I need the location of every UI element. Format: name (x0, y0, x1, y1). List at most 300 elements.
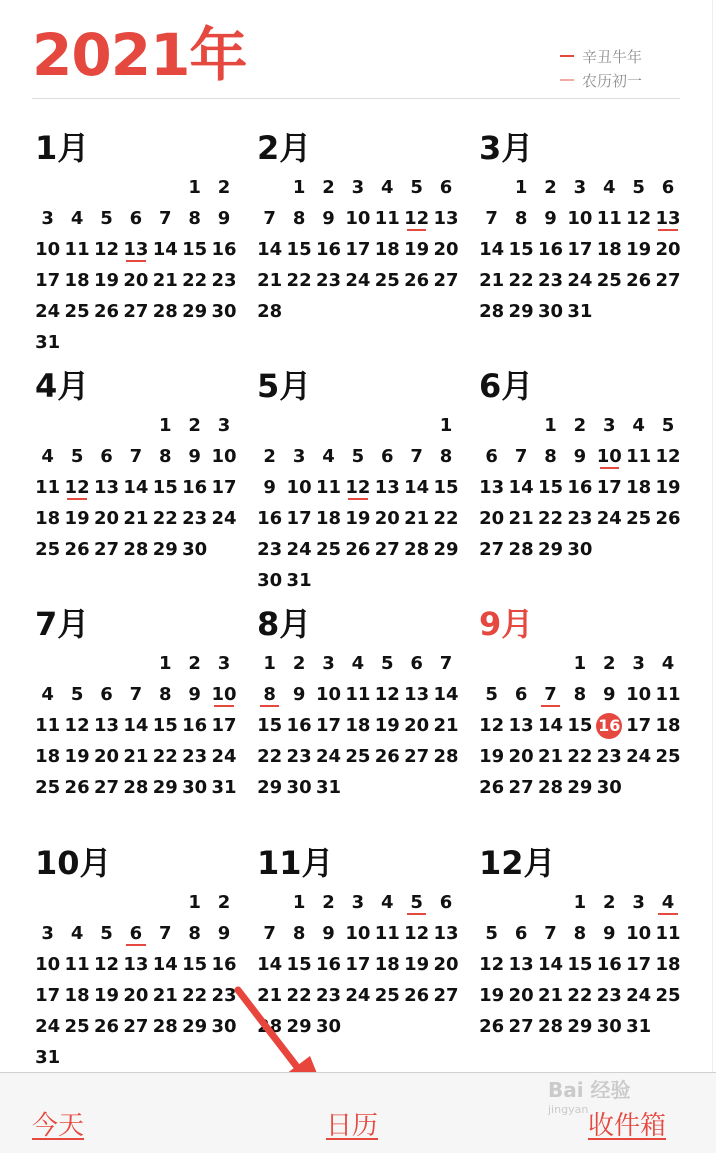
day-cell[interactable]: 21 (123, 746, 149, 767)
day-cell[interactable]: 3 (573, 177, 587, 198)
day-cell[interactable]: 12 (93, 239, 119, 260)
day-cell[interactable]: 21 (508, 508, 534, 529)
day-cell[interactable]: 10 (211, 446, 237, 467)
day-cell[interactable]: 9 (322, 208, 335, 229)
month-title[interactable]: 2月 (257, 129, 312, 167)
day-cell[interactable]: 12 (374, 684, 400, 705)
day-cell[interactable]: 20 (123, 985, 149, 1006)
day-cell[interactable]: 16 (257, 508, 283, 529)
day-cell[interactable]: 16 (315, 239, 341, 260)
day-cell[interactable]: 23 (182, 746, 208, 767)
day-cell[interactable]: 25 (64, 1016, 90, 1037)
day-cell[interactable]: 1 (544, 415, 557, 436)
day-cell[interactable]: 23 (211, 985, 237, 1006)
day-cell[interactable]: 21 (537, 985, 563, 1006)
day-cell[interactable]: 15 (286, 239, 312, 260)
day-cell[interactable]: 29 (257, 777, 283, 798)
day-cell[interactable]: 29 (152, 539, 178, 560)
day-cell[interactable]: 29 (567, 777, 593, 798)
day-cell[interactable]: 28 (152, 301, 178, 322)
day-cell[interactable]: 10 (345, 208, 371, 229)
day-cell[interactable]: 2 (602, 653, 616, 674)
day-cell[interactable]: 13 (653, 203, 682, 234)
day-cell[interactable]: 2 (544, 177, 557, 198)
day-cell[interactable]: 15 (433, 477, 459, 498)
day-cell[interactable]: 22 (508, 270, 534, 291)
day-cell[interactable]: 15 (152, 477, 178, 498)
day-cell[interactable]: 31 (35, 1047, 61, 1068)
day-cell[interactable]: 27 (508, 1016, 534, 1037)
day-cell[interactable]: 18 (374, 239, 400, 260)
day-cell[interactable]: 4 (41, 684, 54, 705)
day-cell[interactable]: 23 (286, 746, 312, 767)
day-cell[interactable]: 18 (35, 508, 61, 529)
day-cell[interactable]: 30 (211, 1016, 237, 1037)
day-cell[interactable]: 14 (152, 239, 178, 260)
day-cell[interactable]: 10 (35, 239, 61, 260)
month-1[interactable] (33, 128, 241, 358)
day-cell[interactable]: 7 (485, 208, 498, 229)
day-cell[interactable]: 23 (596, 746, 622, 767)
day-cell[interactable]: 25 (374, 270, 400, 291)
day-cell[interactable]: 22 (537, 508, 563, 529)
day-cell[interactable]: 20 (508, 746, 534, 767)
day-cell[interactable]: 8 (158, 446, 172, 467)
day-cell[interactable]: 10 (345, 923, 371, 944)
month-2[interactable] (255, 128, 463, 327)
day-cell[interactable]: 2 (602, 892, 616, 913)
day-cell[interactable]: 21 (152, 985, 178, 1006)
day-cell[interactable]: 2 (217, 892, 231, 913)
day-cell[interactable]: 20 (404, 715, 430, 736)
day-cell[interactable]: 26 (93, 301, 119, 322)
day-cell[interactable]: 1 (573, 892, 587, 913)
day-cell[interactable]: 6 (514, 684, 528, 705)
day-cell[interactable]: 17 (567, 239, 593, 260)
today-date[interactable] (595, 710, 624, 741)
day-cell[interactable]: 20 (655, 239, 681, 260)
day-cell[interactable]: 25 (345, 746, 371, 767)
day-cell[interactable]: 14 (433, 684, 459, 705)
day-cell[interactable]: 3 (351, 177, 365, 198)
day-cell[interactable]: 14 (537, 715, 563, 736)
day-cell[interactable]: 10 (567, 208, 593, 229)
day-cell[interactable]: 6 (100, 684, 113, 705)
day-cell[interactable]: 14 (479, 239, 505, 260)
day-cell[interactable]: 25 (596, 270, 622, 291)
day-cell[interactable]: 3 (322, 653, 335, 674)
day-cell[interactable]: 29 (286, 1016, 312, 1037)
day-cell[interactable]: 6 (439, 892, 453, 913)
day-cell[interactable]: 23 (211, 270, 237, 291)
day-cell[interactable]: 12 (64, 715, 90, 736)
day-cell[interactable]: 4 (41, 446, 54, 467)
day-cell[interactable]: 3 (602, 415, 616, 436)
day-cell[interactable]: 19 (374, 715, 400, 736)
day-cell[interactable]: 18 (64, 985, 90, 1006)
day-cell[interactable]: 1 (292, 892, 306, 913)
day-cell[interactable]: 22 (286, 985, 312, 1006)
day-cell[interactable]: 3 (217, 653, 231, 674)
day-cell[interactable]: 7 (544, 923, 557, 944)
day-cell[interactable]: 9 (322, 923, 335, 944)
day-cell[interactable]: 6 (380, 446, 394, 467)
day-cell[interactable]: 11 (64, 239, 90, 260)
day-cell[interactable]: 16 (211, 239, 237, 260)
day-cell[interactable]: 15 (152, 715, 178, 736)
day-cell[interactable]: 22 (182, 270, 208, 291)
day-cell[interactable]: 24 (211, 746, 237, 767)
day-cell[interactable]: 20 (93, 508, 119, 529)
day-cell[interactable]: 3 (217, 415, 231, 436)
day-cell[interactable]: 21 (479, 270, 505, 291)
day-cell[interactable]: 7 (129, 446, 143, 467)
tab-today[interactable]: 今天 (32, 1111, 85, 1141)
day-cell[interactable]: 18 (64, 270, 90, 291)
day-cell[interactable]: 15 (182, 954, 208, 975)
day-cell[interactable]: 11 (655, 684, 681, 705)
day-cell[interactable]: 23 (315, 985, 341, 1006)
day-cell[interactable]: 9 (263, 477, 276, 498)
day-cell[interactable]: 23 (596, 985, 622, 1006)
day-cell[interactable]: 7 (158, 923, 172, 944)
day-cell[interactable]: 28 (123, 539, 149, 560)
day-cell[interactable]: 13 (374, 477, 400, 498)
day-cell[interactable]: 27 (433, 985, 459, 1006)
day-cell[interactable]: 27 (374, 539, 400, 560)
month-title[interactable]: 3月 (479, 129, 534, 167)
day-cell[interactable]: 11 (345, 684, 371, 705)
day-cell[interactable]: 26 (404, 270, 430, 291)
day-cell[interactable]: 11 (626, 446, 652, 467)
day-cell[interactable]: 3 (632, 653, 645, 674)
day-cell[interactable]: 6 (410, 653, 423, 674)
day-cell[interactable]: 19 (655, 477, 681, 498)
day-cell[interactable]: 1 (292, 177, 306, 198)
day-cell[interactable]: 20 (479, 508, 505, 529)
month-4[interactable] (33, 366, 241, 565)
day-cell[interactable]: 23 (257, 539, 283, 560)
day-cell[interactable]: 25 (374, 985, 400, 1006)
day-cell[interactable]: 6 (129, 208, 143, 229)
day-cell[interactable]: 19 (404, 954, 430, 975)
day-cell[interactable]: 26 (93, 1016, 119, 1037)
day-cell[interactable]: 13 (404, 684, 430, 705)
day-cell[interactable]: 30 (182, 777, 208, 798)
day-cell[interactable]: 5 (485, 923, 498, 944)
day-cell[interactable]: 8 (573, 684, 587, 705)
day-cell[interactable]: 7 (129, 684, 143, 705)
day-cell[interactable]: 13 (508, 715, 534, 736)
day-cell[interactable]: 6 (439, 177, 453, 198)
day-cell[interactable]: 3 (41, 923, 54, 944)
day-cell[interactable]: 31 (315, 777, 341, 798)
day-cell[interactable]: 9 (217, 208, 231, 229)
day-cell[interactable]: 17 (596, 477, 622, 498)
day-cell[interactable]: 17 (626, 954, 652, 975)
day-cell[interactable]: 22 (257, 746, 283, 767)
day-cell[interactable]: 2 (188, 415, 201, 436)
day-cell[interactable]: 5 (100, 923, 113, 944)
day-cell[interactable]: 1 (439, 415, 453, 436)
day-cell[interactable]: 18 (655, 954, 681, 975)
day-cell[interactable]: 2 (217, 177, 231, 198)
day-cell[interactable]: 24 (315, 746, 341, 767)
day-cell[interactable]: 24 (345, 270, 371, 291)
day-cell[interactable]: 30 (596, 1016, 622, 1037)
day-cell[interactable]: 28 (257, 301, 283, 322)
day-cell[interactable]: 5 (402, 887, 431, 918)
day-cell[interactable]: 31 (626, 1016, 652, 1037)
day-cell[interactable]: 11 (596, 208, 622, 229)
day-cell[interactable]: 21 (257, 270, 283, 291)
day-cell[interactable]: 28 (537, 1016, 563, 1037)
day-cell[interactable]: 29 (567, 1016, 593, 1037)
day-cell[interactable]: 24 (596, 508, 622, 529)
day-cell[interactable]: 5 (632, 177, 645, 198)
day-cell[interactable]: 8 (544, 446, 557, 467)
day-cell[interactable]: 17 (35, 985, 61, 1006)
day-cell[interactable]: 28 (123, 777, 149, 798)
day-cell[interactable]: 16 (182, 715, 208, 736)
day-cell[interactable]: 15 (182, 239, 208, 260)
month-title[interactable]: 1月 (35, 129, 90, 167)
day-cell[interactable]: 7 (263, 208, 276, 229)
day-cell[interactable]: 24 (286, 539, 312, 560)
day-cell[interactable]: 12 (479, 954, 505, 975)
day-cell[interactable]: 22 (567, 985, 593, 1006)
day-cell[interactable]: 26 (404, 985, 430, 1006)
day-cell[interactable]: 12 (93, 954, 119, 975)
day-cell[interactable]: 1 (158, 415, 172, 436)
day-cell[interactable]: 9 (602, 923, 616, 944)
day-cell[interactable]: 12 (626, 208, 652, 229)
month-10[interactable] (33, 843, 241, 1073)
day-cell[interactable]: 17 (211, 477, 237, 498)
day-cell[interactable]: 26 (374, 746, 400, 767)
day-cell[interactable]: 5 (485, 684, 498, 705)
day-cell[interactable]: 30 (567, 539, 593, 560)
day-cell[interactable]: 24 (626, 985, 652, 1006)
day-cell[interactable]: 8 (573, 923, 587, 944)
day-cell[interactable]: 9 (292, 684, 306, 705)
day-cell[interactable]: 20 (93, 746, 119, 767)
day-cell[interactable]: 9 (602, 684, 616, 705)
day-cell[interactable]: 12 (655, 446, 681, 467)
day-cell[interactable]: 8 (188, 923, 201, 944)
day-cell[interactable]: 26 (64, 777, 90, 798)
day-cell[interactable]: 25 (655, 985, 681, 1006)
day-cell[interactable]: 21 (152, 270, 178, 291)
day-cell[interactable]: 9 (188, 446, 201, 467)
day-cell[interactable]: 30 (286, 777, 312, 798)
day-cell[interactable]: 16 (286, 715, 312, 736)
day-cell[interactable]: 29 (508, 301, 534, 322)
month-title[interactable]: 6月 (479, 367, 534, 405)
day-cell[interactable]: 6 (121, 918, 150, 949)
month-title[interactable]: 8月 (257, 605, 312, 643)
day-cell[interactable]: 16 (211, 954, 237, 975)
month-8[interactable] (255, 604, 463, 803)
day-cell[interactable]: 2 (573, 415, 587, 436)
day-cell[interactable]: 1 (263, 653, 276, 674)
day-cell[interactable]: 23 (537, 270, 563, 291)
day-cell[interactable]: 17 (345, 954, 371, 975)
day-cell[interactable]: 11 (35, 715, 61, 736)
day-cell[interactable]: 24 (567, 270, 593, 291)
day-cell[interactable]: 27 (655, 270, 681, 291)
day-cell[interactable]: 30 (257, 570, 283, 591)
day-cell[interactable]: 17 (345, 239, 371, 260)
day-cell[interactable]: 18 (374, 954, 400, 975)
day-cell[interactable]: 30 (315, 1016, 341, 1037)
day-cell[interactable]: 13 (121, 234, 150, 265)
day-cell[interactable]: 24 (35, 301, 61, 322)
day-cell[interactable]: 4 (661, 653, 675, 674)
day-cell[interactable]: 21 (404, 508, 430, 529)
day-cell[interactable]: 17 (286, 508, 312, 529)
day-cell[interactable]: 1 (514, 177, 528, 198)
day-cell[interactable]: 30 (596, 777, 622, 798)
month-9[interactable] (477, 604, 685, 803)
day-cell[interactable]: 4 (380, 177, 394, 198)
day-cell[interactable]: 14 (257, 954, 283, 975)
day-cell[interactable]: 27 (479, 539, 505, 560)
day-cell[interactable]: 9 (544, 208, 557, 229)
day-cell[interactable]: 11 (374, 923, 400, 944)
day-cell[interactable]: 27 (404, 746, 430, 767)
day-cell[interactable]: 18 (626, 477, 652, 498)
day-cell[interactable]: 13 (93, 715, 119, 736)
day-cell[interactable]: 5 (100, 208, 113, 229)
day-cell[interactable]: 13 (479, 477, 505, 498)
day-cell[interactable]: 6 (100, 446, 113, 467)
day-cell[interactable]: 8 (514, 208, 528, 229)
day-cell[interactable]: 14 (152, 954, 178, 975)
day-cell[interactable]: 29 (433, 539, 459, 560)
day-cell[interactable]: 29 (182, 1016, 208, 1037)
day-cell[interactable]: 4 (322, 446, 335, 467)
day-cell[interactable]: 25 (35, 777, 61, 798)
day-cell[interactable]: 24 (35, 1016, 61, 1037)
day-cell[interactable]: 7 (410, 446, 423, 467)
day-cell[interactable]: 24 (211, 508, 237, 529)
day-cell[interactable]: 16 (315, 954, 341, 975)
day-cell[interactable]: 22 (152, 508, 178, 529)
day-cell[interactable]: 8 (158, 684, 172, 705)
month-title[interactable]: 12月 (479, 844, 556, 882)
day-cell[interactable]: 26 (479, 1016, 505, 1037)
day-cell[interactable]: 5 (70, 684, 84, 705)
day-cell[interactable]: 27 (508, 777, 534, 798)
day-cell[interactable]: 15 (537, 477, 563, 498)
day-cell[interactable]: 16 (537, 239, 563, 260)
day-cell[interactable]: 11 (64, 954, 90, 975)
day-cell[interactable]: 11 (655, 923, 681, 944)
day-cell[interactable]: 28 (152, 1016, 178, 1037)
day-cell[interactable]: 12 (402, 203, 431, 234)
month-title[interactable]: 9月 (479, 605, 534, 643)
day-cell[interactable]: 28 (508, 539, 534, 560)
today-circle[interactable]: 16 (596, 713, 622, 739)
day-cell[interactable]: 13 (433, 208, 459, 229)
day-cell[interactable]: 13 (508, 954, 534, 975)
day-cell[interactable]: 11 (315, 477, 341, 498)
day-cell[interactable]: 10 (209, 679, 238, 710)
day-cell[interactable]: 4 (653, 887, 682, 918)
day-cell[interactable]: 10 (315, 684, 341, 705)
day-cell[interactable]: 14 (508, 477, 534, 498)
day-cell[interactable]: 20 (123, 270, 149, 291)
day-cell[interactable]: 15 (567, 715, 593, 736)
day-cell[interactable]: 19 (626, 239, 652, 260)
day-cell[interactable]: 14 (404, 477, 430, 498)
day-cell[interactable]: 18 (596, 239, 622, 260)
day-cell[interactable]: 9 (188, 684, 201, 705)
day-cell[interactable]: 8 (255, 679, 284, 710)
day-cell[interactable]: 17 (315, 715, 341, 736)
day-cell[interactable]: 7 (536, 679, 565, 710)
month-3[interactable] (477, 128, 685, 327)
day-cell[interactable]: 10 (626, 684, 652, 705)
day-cell[interactable]: 10 (595, 441, 624, 472)
day-cell[interactable]: 2 (322, 177, 335, 198)
day-cell[interactable]: 19 (64, 508, 90, 529)
day-cell[interactable]: 19 (93, 270, 119, 291)
day-cell[interactable]: 7 (514, 446, 528, 467)
day-cell[interactable]: 28 (404, 539, 430, 560)
month-title[interactable]: 11月 (257, 844, 334, 882)
day-cell[interactable]: 25 (35, 539, 61, 560)
day-cell[interactable]: 29 (537, 539, 563, 560)
day-cell[interactable]: 15 (286, 954, 312, 975)
day-cell[interactable]: 22 (567, 746, 593, 767)
day-cell[interactable]: 28 (537, 777, 563, 798)
day-cell[interactable]: 1 (188, 177, 201, 198)
day-cell[interactable]: 6 (661, 177, 675, 198)
day-cell[interactable]: 22 (152, 746, 178, 767)
day-cell[interactable]: 20 (433, 954, 459, 975)
day-cell[interactable]: 21 (123, 508, 149, 529)
day-cell[interactable]: 8 (292, 208, 306, 229)
day-cell[interactable]: 5 (70, 446, 84, 467)
day-cell[interactable]: 23 (567, 508, 593, 529)
day-cell[interactable]: 15 (257, 715, 283, 736)
day-cell[interactable]: 12 (404, 923, 430, 944)
day-cell[interactable]: 24 (345, 985, 371, 1006)
day-cell[interactable]: 27 (433, 270, 459, 291)
day-cell[interactable]: 22 (433, 508, 459, 529)
day-cell[interactable]: 13 (93, 477, 119, 498)
day-cell[interactable]: 7 (158, 208, 172, 229)
day-cell[interactable]: 30 (211, 301, 237, 322)
day-cell[interactable]: 1 (158, 653, 172, 674)
day-cell[interactable]: 15 (567, 954, 593, 975)
day-cell[interactable]: 4 (70, 923, 84, 944)
day-cell[interactable]: 21 (257, 985, 283, 1006)
day-cell[interactable]: 4 (602, 177, 616, 198)
day-cell[interactable]: 5 (380, 653, 394, 674)
day-cell[interactable]: 29 (182, 301, 208, 322)
day-cell[interactable]: 26 (655, 508, 681, 529)
day-cell[interactable]: 14 (123, 715, 149, 736)
day-cell[interactable]: 25 (315, 539, 341, 560)
day-cell[interactable]: 2 (292, 653, 306, 674)
day-cell[interactable]: 21 (433, 715, 459, 736)
day-cell[interactable]: 19 (479, 985, 505, 1006)
day-cell[interactable]: 11 (35, 477, 61, 498)
day-cell[interactable]: 30 (182, 539, 208, 560)
